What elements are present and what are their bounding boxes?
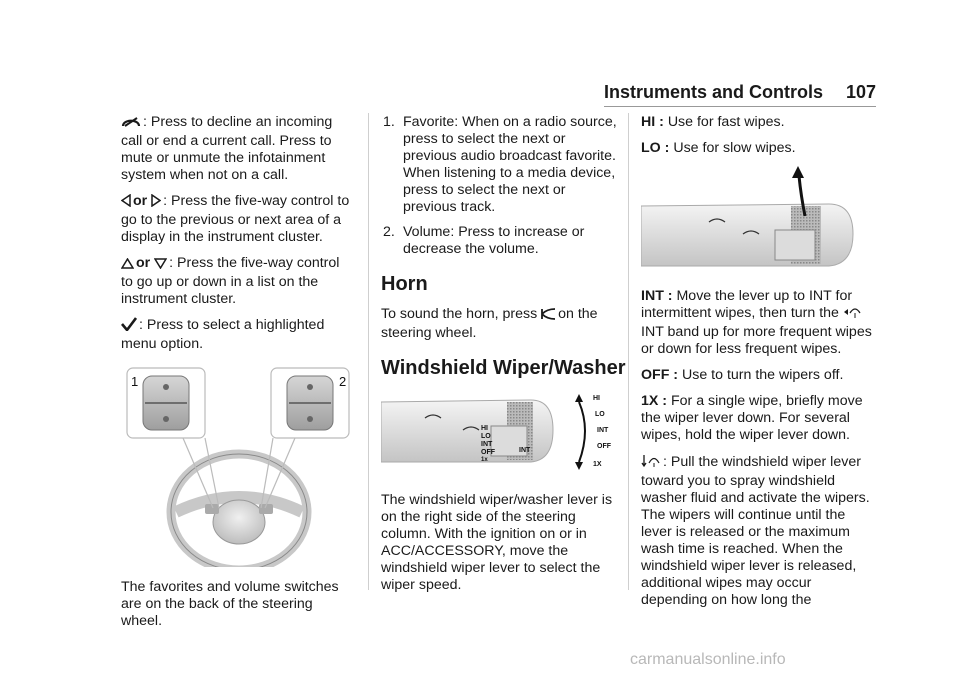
arrow-left-icon: [121, 194, 131, 212]
column-1: [121, 114, 355, 639]
wiper-lever-figure: [381, 390, 617, 482]
hi-paragraph: HI : Use for fast wipes.: [641, 114, 785, 130]
list-item: 2. Volume: Press to increase or decrease the volume.: [383, 224, 585, 257]
lever-label-off: OFF: [481, 449, 495, 456]
page-header: [604, 82, 876, 104]
wiper-heading: Windshield Wiper/Washer: [381, 357, 626, 379]
numbered-list: [381, 114, 617, 258]
column-2: [381, 114, 626, 603]
figure-label-2: 2: [339, 374, 347, 389]
intermittent-wiper-icon: [843, 305, 861, 324]
arrow-up-icon: [121, 257, 134, 274]
position-label-off: OFF: [597, 443, 611, 450]
header-rule: [604, 106, 876, 107]
watermark: carmanualsonline.info: [630, 651, 786, 668]
position-label-lo: LO: [595, 411, 605, 418]
page-number: 107: [845, 82, 876, 102]
lever-int-band-label: INT: [519, 447, 531, 454]
checkmark-icon: [121, 317, 137, 336]
select-paragraph: : Press to select a highlighted menu option.: [121, 317, 325, 352]
section-title: Instruments and Controls: [604, 82, 824, 102]
off-paragraph: OFF : Use to turn the wipers off.: [641, 367, 844, 383]
lever-label-1x: 1x: [481, 457, 488, 463]
wiper-lever-pull-figure: [641, 166, 877, 276]
left-right-paragraph: or : Press the five-way control to go to the previous or next area of a display in the instrument cluster.: [121, 193, 350, 245]
lo-paragraph: LO : Use for slow wipes.: [641, 140, 796, 156]
washer-icon: [641, 453, 661, 473]
horn-icon: [541, 308, 556, 325]
position-label-1x: 1X: [593, 461, 602, 468]
steering-wheel-figure: [121, 362, 355, 567]
arrow-down-icon: [154, 257, 167, 274]
horn-paragraph: To sound the horn, press on the steering wheel.: [381, 306, 598, 341]
figure-label-1: 1: [131, 374, 139, 389]
column-divider-1: [368, 113, 369, 590]
list-item: 1. Favorite: When on a radio source, press to select the next or previous audio broadcast favorite. When listening to a media device, press to select the next or previous track.: [383, 114, 617, 215]
decline-call-paragraph: : Press to decline an incoming call or end a current call. Press to mute or unmute the infotainment system when not on a call.: [121, 114, 333, 183]
washer-paragraph: : Pull the windshield wiper lever toward you to spray windshield washer fluid and activate the wipers. The wipers will continue until the lever is released or the maximum wash time is reached. When the windshield wiper lever is released, additional wipes may occur depending on how long the: [641, 454, 870, 608]
figure-caption: The favorites and volume switches are on the back of the steering wheel.: [121, 579, 339, 629]
wiper-body-paragraph: The windshield wiper/washer lever is on the right side of the steering column. With the ignition on or in ACC/ACCESSORY, move the windshield wiper lever to select the wiper speed.: [381, 492, 613, 593]
horn-heading: Horn: [381, 273, 428, 295]
column-3: [641, 114, 877, 618]
column-divider-2: [628, 113, 629, 590]
phone-hangup-icon: [121, 116, 141, 133]
position-label-hi: HI: [593, 395, 600, 402]
position-label-int: INT: [597, 427, 609, 434]
lever-label-int: INT: [481, 441, 493, 448]
lever-label-lo: LO: [481, 433, 491, 440]
int-paragraph: INT : Move the lever up to INT for intermittent wipes, then turn the INT band up for more frequent wipes or down for less frequent wipes.: [641, 288, 872, 357]
up-down-paragraph: or : Press the five-way control to go up or down in a list on the instrument cluster.: [121, 255, 340, 307]
arrow-right-icon: [151, 194, 161, 212]
lever-label-hi: HI: [481, 425, 488, 432]
1x-paragraph: 1X : For a single wipe, briefly move the wiper lever down. For several wipes, hold the wiper lever down.: [641, 393, 863, 443]
